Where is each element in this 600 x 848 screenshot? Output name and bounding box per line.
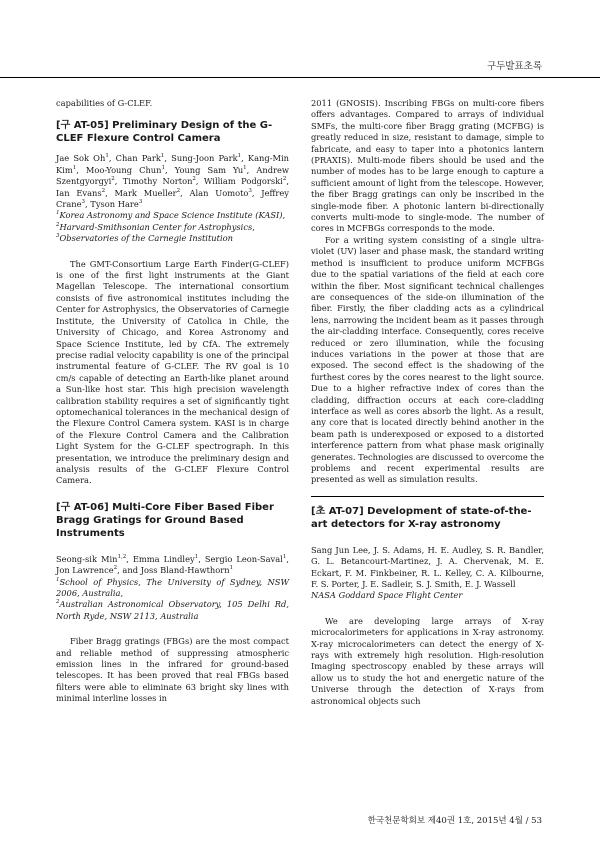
abstract-07-body: We are developing large arrays of X-ray microcalorimeters for applications in X-ray astronomy. X-ray microcalorimeters can detect the energy of X-rays with extremely high resolution. High-resolution Imaging spectroscopy enabled by these arrays will allow us to study the hot and energetic nature of the Universe through the detection of X-rays from astronomical objects such (311, 615, 544, 706)
left-column (56, 98, 289, 705)
abstract-05-authors: Jae Sok Oh$^1$, Chan Park$^1$, Sung-Joon Park$^1$, Kang-Min Kim$^1$, Moo-Young Chun$^1$, Young Sam Yu$^1$, Andrew Szentgyorgyi$^2$, Timothy Norton$^2$, William Podgorski$^2$, Ian Evans$^2$, Mark Mueller$^2$, Alan Uomoto$^3$, Jeffrey Crane$^3$, Tyson Hare$^3$ (56, 153, 290, 210)
header-rule (0, 77, 600, 78)
continuation-paragraph-2: For a writing system consisting of a single ultra-violet (UV) laser and phase mask, the standard writing method is insufficient to produce uniform MCFBGs due to the spatial variations of the field at each core within the fiber. Most significant technical challenges are consequences of the side-on illumination of the fiber. Firstly, the fiber cladding acts as a cylindrical lens, narrowing the incident beam as it passes through the air-cladding interface. Consequently, cores receive reduced or zero illumination, while the focusing induces variations in the power at those that are exposed. The second effect is the shadowing of the furthest cores by the cores nearest to the light source. Due to a higher refractive index of cores than the cladding, diffraction occurs at each core-cladding interface as well as cores absorb the light. As a result, any core that is located directly behind another in the beam path is underexposed or exposed to a distorted interference pattern from what phase mask originally generates. Technologies are discussed to overcome the problems and recent experimental results are presented as well as simulation results. (311, 234, 544, 485)
abstract-05-title: [구 AT-05] Preliminary Design of the G-CLEF Flexure Control Camera (56, 120, 273, 145)
abstract-05-affiliations (56, 210, 289, 244)
continuation-paragraph-1: 2011 (GNOSIS). Inscribing FBGs on multi-core fibers offers advantages. Compared to arrays of individual SMFs, the multi-core fiber Bragg grating (MCFBG) is greatly reduced in size, resistant to damage, simple to fabricate, and easy to taper into a photonics lantern (PRAXIS). Multi-mode fibers should be used and the number of modes has to be large enough to capture a sufficient amount of light from the telescope. However, the fiber Bragg gratings can only be inscribed in the single-mode fiber. A photonic lantern bi-directionally converts multi-mode to single-mode. The number of cores in MCFBGs corresponds to the mode. (311, 98, 544, 234)
affiliation-line: $^3$Observatories of the Carnegie Institution (56, 233, 233, 244)
abstract-06-body: Fiber Bragg gratings (FBGs) are the most compact and reliable method of suppressing atmospheric emission lines in the infrared for ground-based telescopes. It has been proved that real FBGs based filters were able to eliminate 63 bright sky lines with minimal interline losses in (56, 636, 289, 704)
abstract-06-affiliations (56, 577, 289, 623)
abstract-06-title: [구 AT-06] Multi-Core Fiber Based Fiber Bragg Gratings for Ground Based Instruments (56, 501, 274, 539)
right-column (311, 98, 544, 707)
affiliation-line: $^1$Korea Astronomy and Space Science Institute (KASI), (56, 210, 286, 221)
affiliation-line: $^2$Australian Astronomical Observatory, 105 Delhi Rd, North Ryde, NSW 2113, Australia (56, 599, 289, 621)
abstract-07-authors: Sang Jun Lee, J. S. Adams, H. E. Audley, S. R. Bandler, G. L. Betancourt-Martinez, J. A. Chervenak, M. E. Eckart, F. M. Finkbeiner, R. L. Kelley, C. A. Kilbourne, F. S. Porter, J. E. Sadleir, S. J. Smith, E. J. Wassell (311, 544, 544, 590)
section-header-label: 구두발표초록 (486, 61, 542, 72)
affiliation-line: $^2$Harvard-Smithsonian Center for Astrophysics, (56, 221, 255, 232)
abstract-05-body: The GMT-Consortium Large Earth Finder(G-CLEF) is one of the first light instruments at the Giant Magellan Telescope. The international consortium consists of five astronomical institutes including the Center for Astrophysics, the Observatories of Carnegie Institute, the University of Catolica in Chile, the University of Chicago, and Korea Astronomy and Space Science Institute, led by CfA. The extremely precise radial velocity capability is one of the principal instrumental feature of G-CLEF. The RV goal is 10 cm/s capable of detecting an Earth-like planet around a Sun-like host star. This high precision wavelength calibration stability requires a set of significantly tight optomechanical tolerances in the mechanical design of the Flexure Control Camera system. KASI is in charge of the Flexure Control Camera and the Calibration Light System for the G-CLEF spectrograph. In this presentation, we introduce the preliminary design and analysis results of the G-CLEF Flexure Control Camera. (56, 258, 289, 486)
section-divider (311, 496, 544, 497)
affiliation-line: $^1$School of Physics, The University of Sydney, NSW 2006, Australia, (56, 576, 289, 598)
intro-line: capabilities of G-CLEF. (56, 98, 153, 108)
abstract-07-title: [초 AT-07] Development of state-of-the-art detectors for X-ray astronomy (311, 505, 532, 530)
abstract-07-affiliation: NASA Goddard Space Flight Center (311, 590, 463, 601)
abstract-06-authors: Seong-sik Min$^{1,2}$, Emma Lindley$^1$, Sergio Leon-Saval$^1$, Jon Lawrence$^2$, and Joss Bland-Hawthorn$^1$ (56, 553, 289, 576)
page-footer: 한국천문학회보 제40권 1호, 2015년 4월 / 53 (367, 816, 542, 826)
